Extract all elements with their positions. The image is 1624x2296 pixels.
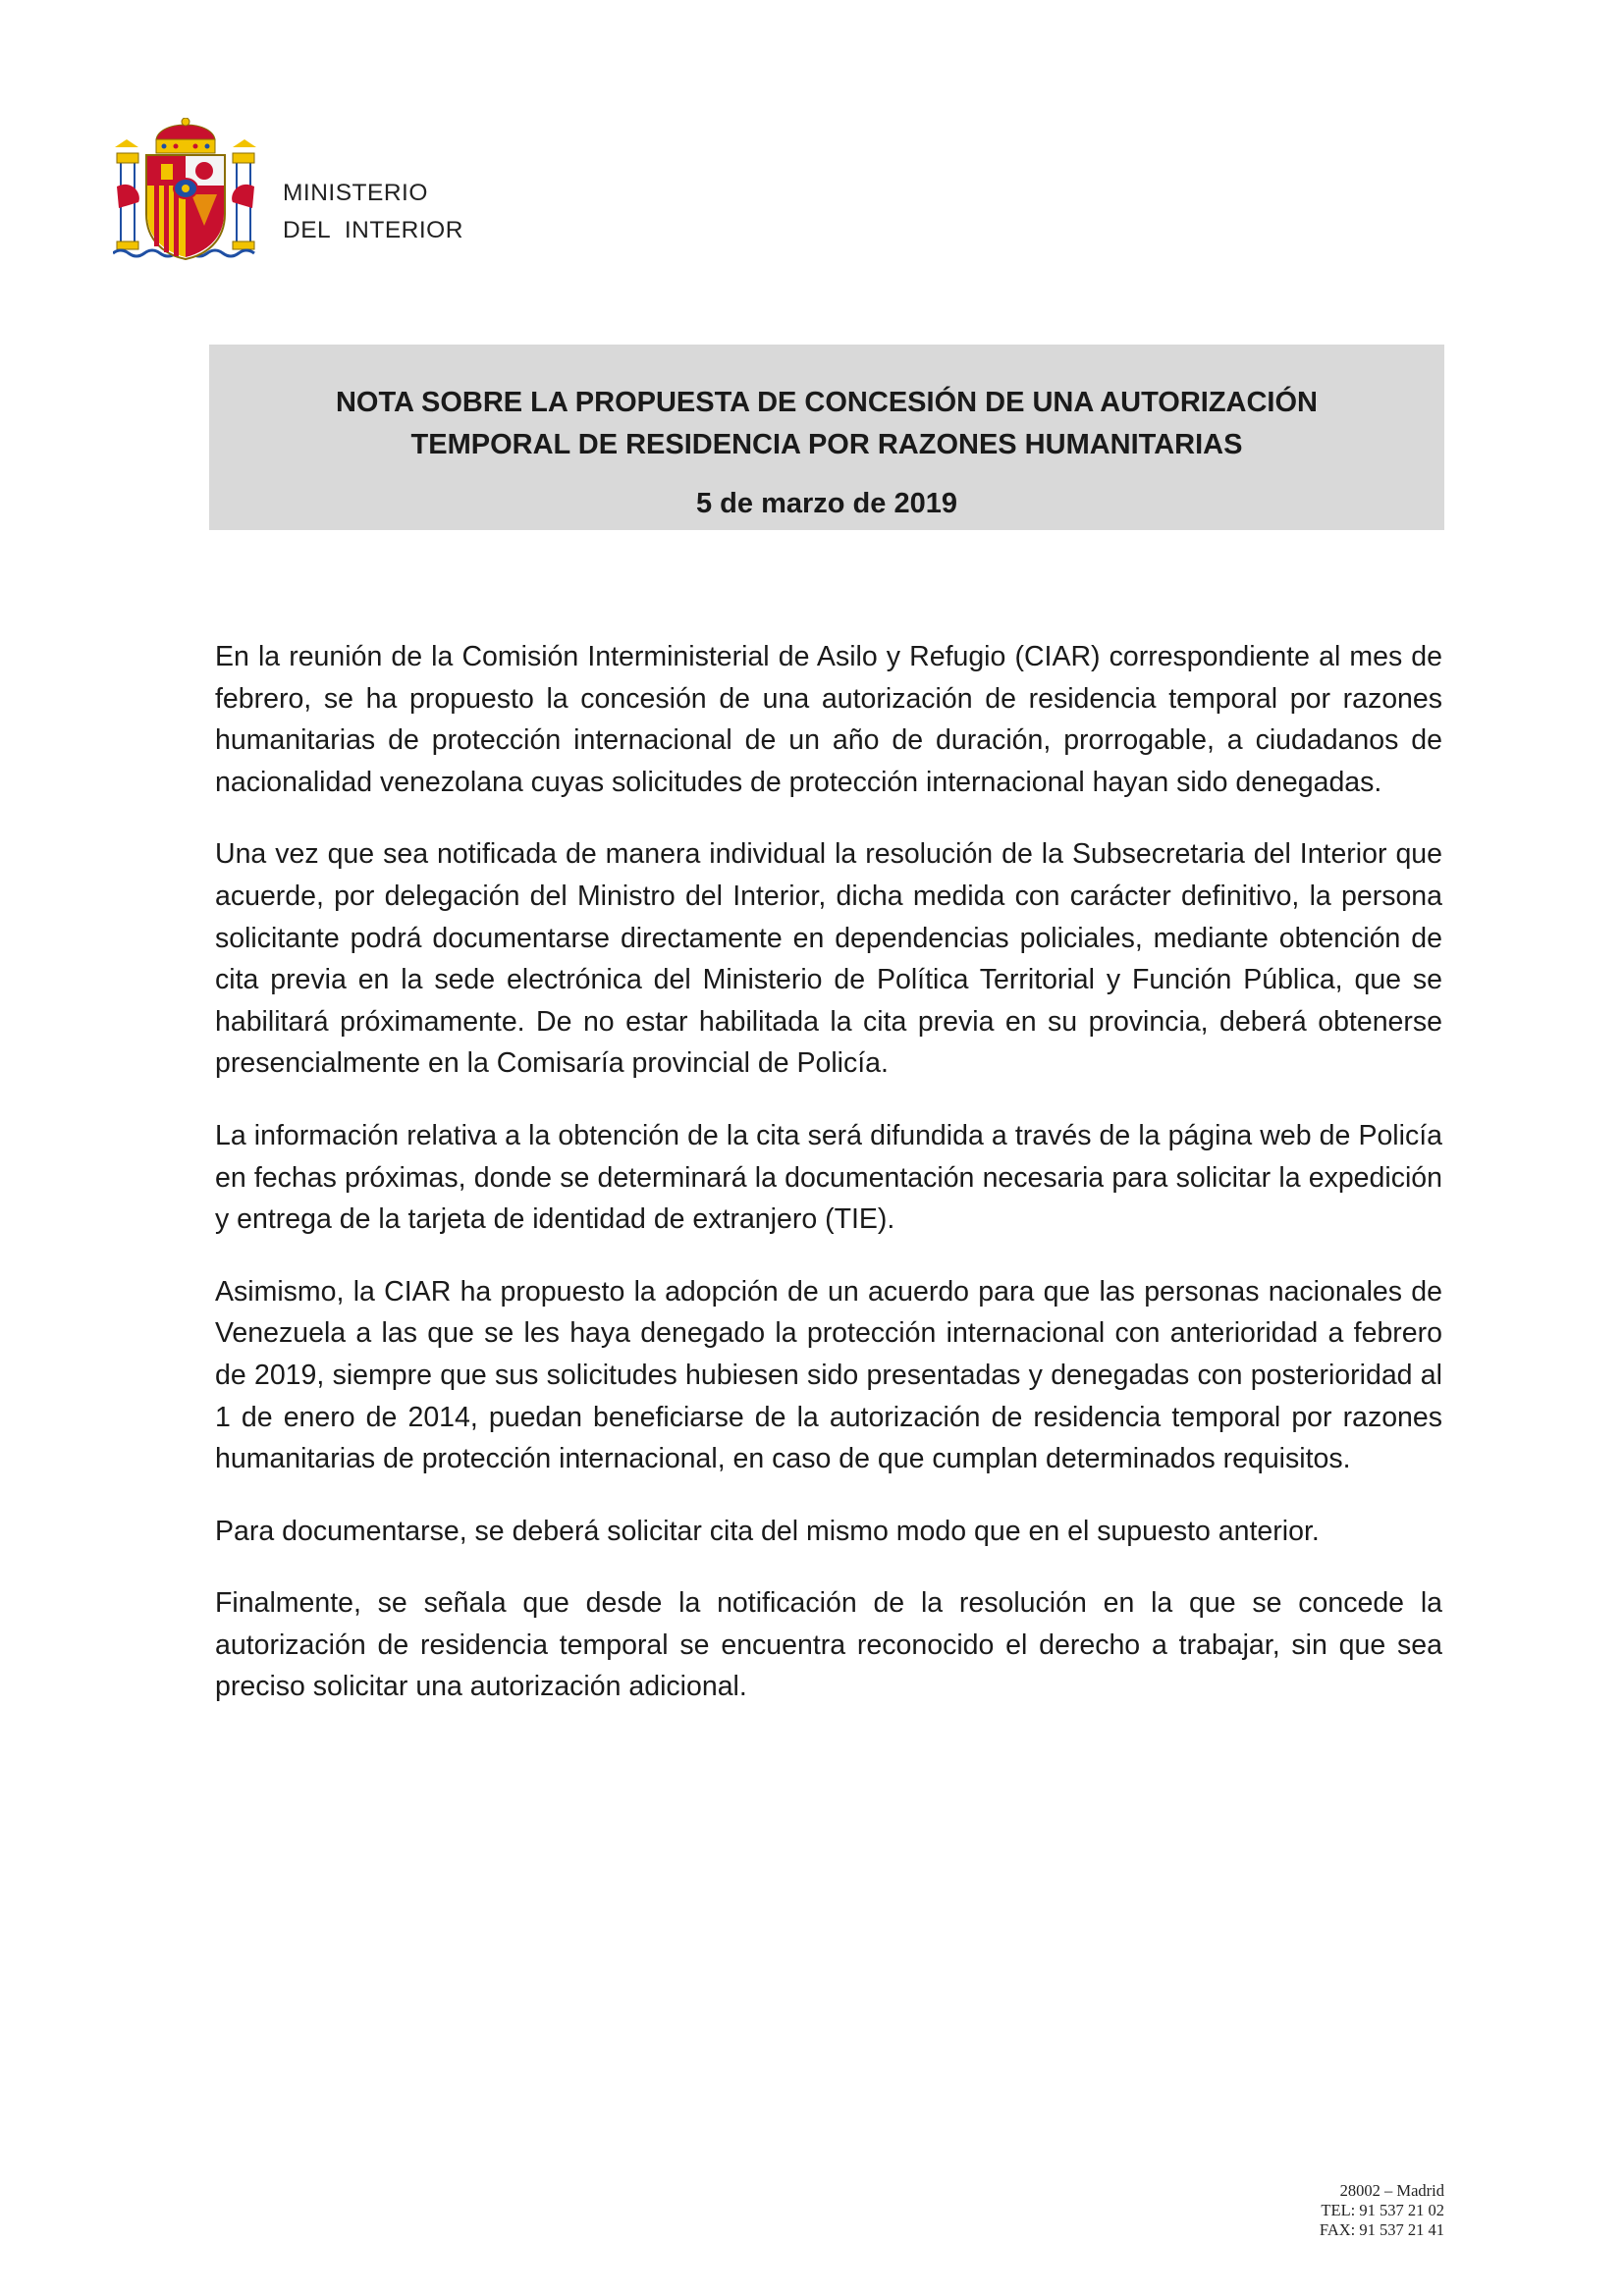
paragraph: Finalmente, se señala que desde la notificación de la resolución en la que se concede la autorización de residencia temporal se encuentra reconocido el derecho a trabajar, sin que sea preciso solicitar una autorización adicional.	[215, 1587, 1442, 1703]
ministry-line-2: DEL INTERIOR	[283, 217, 463, 243]
document-date: 5 de marzo de 2019	[696, 488, 957, 519]
ministry-name	[283, 175, 463, 249]
coat-of-arms-icon	[113, 118, 258, 263]
contact-footer	[1320, 2181, 1444, 2240]
footer-tel: TEL: 91 537 21 02	[1321, 2201, 1444, 2219]
ministry-line-1: MINISTERIO	[283, 180, 428, 206]
footer-address: 28002 – Madrid	[1339, 2181, 1444, 2200]
paragraph: La información relativa a la obtención de la cita será difundida a través de la página web de Policía en fechas próximas, donde se determinará la documentación necesaria para solicitar la expedición y entrega de la tarjeta de identidad de extranjero (TIE).	[215, 1119, 1442, 1236]
paragraph: En la reunión de la Comisión Interministerial de Asilo y Refugio (CIAR) correspondiente al mes de febrero, se ha propuesto la concesión de una autorización de residencia temporal por razones humanitarias de protección internacional de un año de duración, prorrogable, a ciudadanos de nacionalidad venezolana cuyas solicitudes de protección internacional hayan sido denegadas.	[215, 641, 1442, 798]
paragraph: Para documentarse, se deberá solicitar cita del mismo modo que en el supuesto anterior.	[215, 1515, 1320, 1547]
title-box	[209, 345, 1444, 530]
paragraph: Una vez que sea notificada de manera individual la resolución de la Subsecretaria del Interior que acuerde, por delegación del Ministro del Interior, dicha medida con carácter definitivo, la persona solicitante podrá documentarse directamente en dependencias policiales, mediante obtención de cita previa en la sede electrónica del Ministerio de Política Territorial y Función Pública, que se habilitará próximamente. De no estar habilitada la cita previa en su provincia, deberá obtenerse presencialmente en la Comisaría provincial de Policía.	[215, 838, 1442, 1080]
title-line-1: NOTA SOBRE LA PROPUESTA DE CONCESIÓN DE UNA AUTORIZACIÓN	[335, 387, 1318, 418]
document-body	[215, 636, 1442, 1738]
title-line-2: TEMPORAL DE RESIDENCIA POR RAZONES HUMANITARIAS	[410, 429, 1243, 460]
paragraph: Asimismo, la CIAR ha propuesto la adopción de un acuerdo para que las personas nacionales de Venezuela a las que se les haya denegado la protección internacional con anterioridad a febrero de 2019, siempre que sus solicitudes hubiesen sido presentadas y denegadas con posterioridad al 1 de enero de 2014, puedan beneficiarse de la autorización de residencia temporal por razones humanitarias de protección internacional, en caso de que cumplan determinados requisitos.	[215, 1275, 1442, 1475]
footer-fax: FAX: 91 537 21 41	[1319, 2220, 1444, 2239]
